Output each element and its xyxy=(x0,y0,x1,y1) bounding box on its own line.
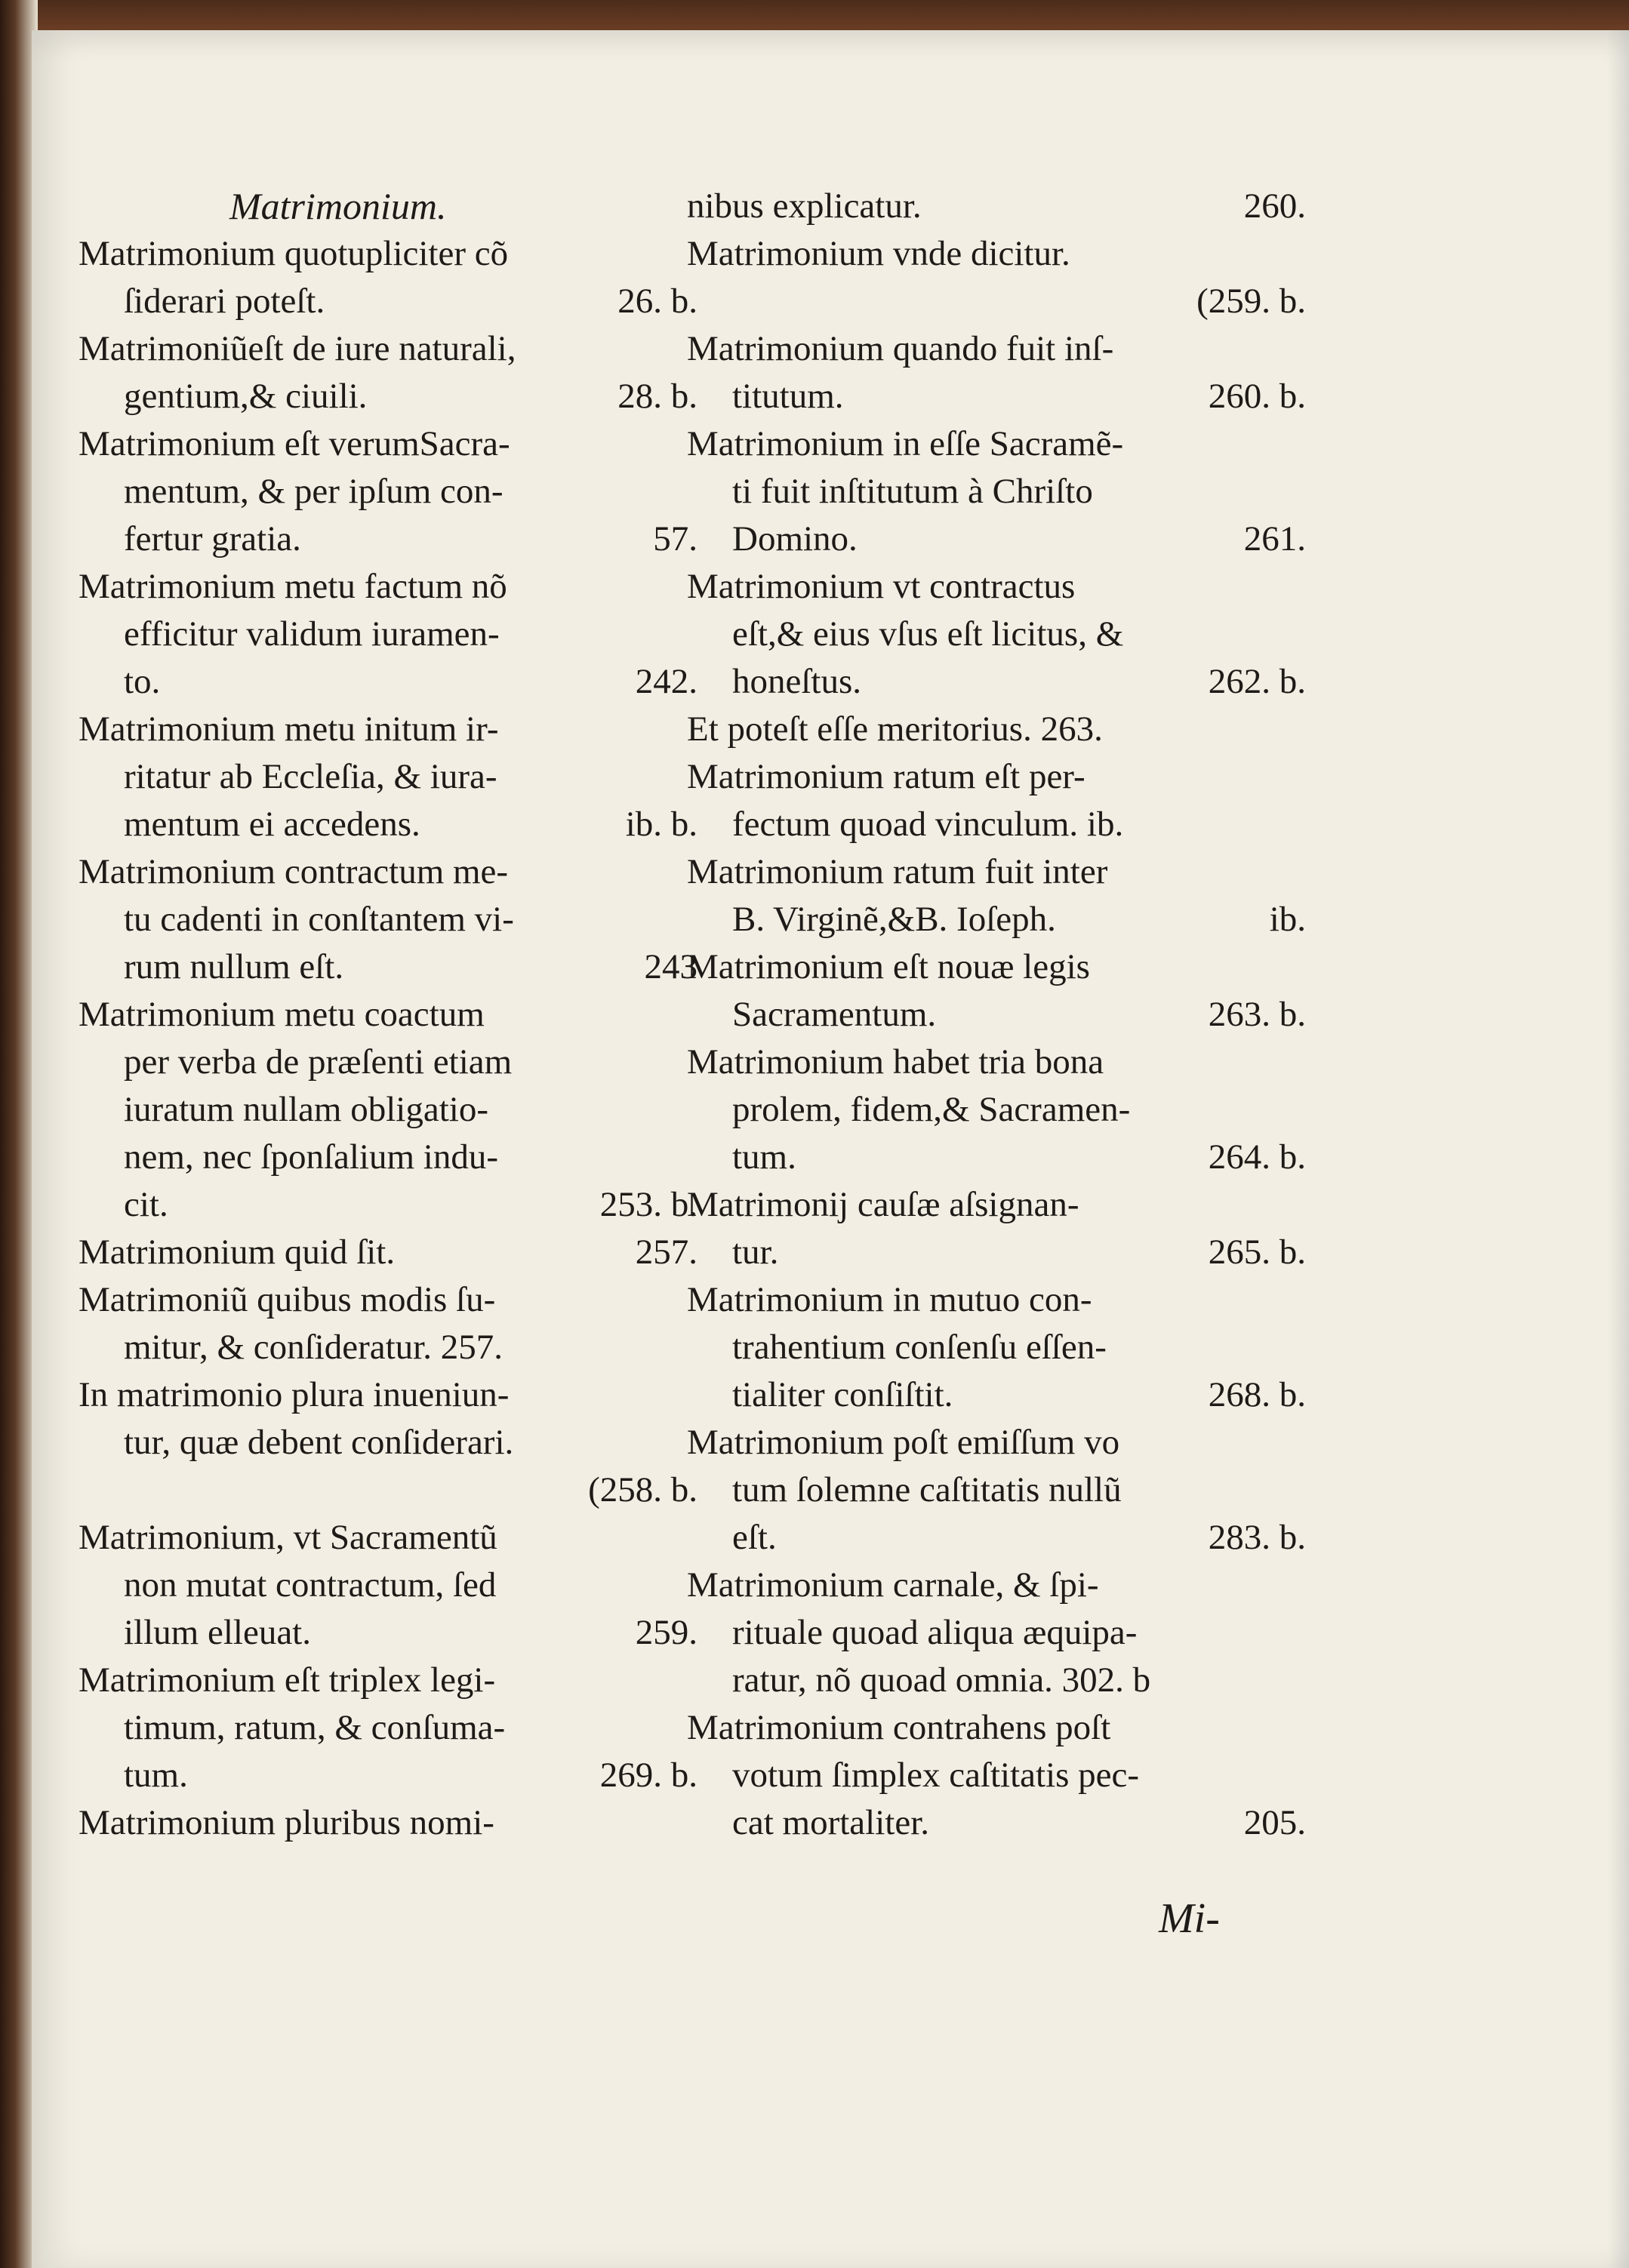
page-reference: 253. b. xyxy=(599,1185,697,1224)
entry-line xyxy=(687,183,1306,230)
entry-text: per verba de præſenti etiam xyxy=(124,1042,513,1082)
entry-line xyxy=(79,325,697,373)
index-entry xyxy=(79,420,697,563)
entry-text: nem, nec ſponſalium indu- xyxy=(124,1137,499,1177)
entry-line xyxy=(687,1799,1306,1847)
page-reference: 26. b. xyxy=(617,282,697,321)
entry-line xyxy=(687,1562,1306,1609)
entry-line xyxy=(79,563,697,611)
entry-text: tu cadenti in conſtantem vi- xyxy=(124,900,514,939)
entry-line xyxy=(79,801,697,848)
entry-text: Matrimonium, vt Sacramentũ xyxy=(79,1518,497,1557)
entry-line xyxy=(79,896,697,943)
entry-line xyxy=(687,515,1306,563)
entry-text: ritatur ab Eccleſia, & iura- xyxy=(124,757,497,796)
entry-text: Matrimonium habet tria bona xyxy=(687,1042,1104,1082)
right-entries xyxy=(687,183,1306,1847)
entry-text: Et poteſt eſſe meritorius. 263. xyxy=(687,709,1103,749)
entry-line xyxy=(687,943,1306,991)
index-entry xyxy=(687,1419,1306,1562)
entry-text: ratur, nõ quoad omnia. 302. b xyxy=(732,1660,1151,1700)
entry-line xyxy=(79,1752,697,1799)
entry-text: Domino. xyxy=(732,519,858,559)
entry-line xyxy=(687,1419,1306,1466)
entry-line xyxy=(687,1609,1306,1657)
catchword: Mi- xyxy=(1159,1895,1220,1942)
entry-text: gentium,& ciuili. xyxy=(124,377,368,416)
entry-line xyxy=(79,658,697,706)
entry-line xyxy=(79,848,697,896)
entry-text: tum ſolemne caſtitatis nullũ xyxy=(732,1470,1122,1509)
entry-line xyxy=(79,1229,697,1276)
entry-text: Matrimonium in eſſe Sacramẽ- xyxy=(687,424,1124,463)
entry-line xyxy=(687,373,1306,420)
index-entry xyxy=(687,848,1306,943)
index-entry xyxy=(79,991,697,1229)
entry-line xyxy=(79,230,697,278)
page-reference: 283. b. xyxy=(1208,1518,1306,1557)
entry-line xyxy=(79,373,697,420)
entry-text: Matrimonium metu factum nõ xyxy=(79,567,507,606)
index-entry xyxy=(687,1276,1306,1419)
entry-text: Matrimonium eſt verumSacra- xyxy=(79,424,510,463)
entry-text: Matrimonium vt contractus xyxy=(687,567,1076,606)
index-entry xyxy=(79,230,697,325)
entry-line xyxy=(687,1752,1306,1799)
index-entry xyxy=(687,943,1306,1039)
entry-line xyxy=(79,1276,697,1324)
entry-text: tur. xyxy=(732,1232,779,1272)
entry-line xyxy=(687,896,1306,943)
entry-text: iuratum nullam obligatio- xyxy=(124,1090,488,1129)
entry-text: Matrimoniũeſt de iure naturali, xyxy=(79,329,516,368)
entry-text: Matrimonium pluribus nomi- xyxy=(79,1803,494,1842)
entry-text: nibus explicatur. xyxy=(687,186,922,226)
entry-line xyxy=(79,278,697,325)
entry-line xyxy=(79,1039,697,1086)
entry-text: Matrimonium quotupliciter cõ xyxy=(79,234,509,273)
entry-line xyxy=(687,1086,1306,1134)
entry-line xyxy=(79,515,697,563)
entry-text: In matrimonio plura inueniun- xyxy=(79,1375,510,1414)
page-reference: 269. b. xyxy=(599,1756,697,1795)
page-reference: 262. b. xyxy=(1208,662,1306,701)
page-reference: 242. xyxy=(635,662,697,701)
index-entry xyxy=(687,753,1306,848)
entry-line xyxy=(79,1466,697,1514)
entry-line xyxy=(79,1562,697,1609)
page-reference: 259. xyxy=(635,1613,697,1652)
entry-text: tum. xyxy=(732,1137,796,1177)
index-entry xyxy=(79,1657,697,1799)
entry-line xyxy=(79,1609,697,1657)
index-entry xyxy=(687,230,1306,325)
entry-text: timum, ratum, & conſuma- xyxy=(124,1708,506,1747)
entry-text: non mutat contractum, ſed xyxy=(124,1565,497,1605)
entry-line xyxy=(79,753,697,801)
page-reference: 268. b. xyxy=(1208,1375,1306,1414)
entry-text: fertur gratia. xyxy=(124,519,301,559)
entry-text: eſt,& eius vſus eſt licitus, & xyxy=(732,614,1124,654)
entry-text: Matrimonium ratum eſt per- xyxy=(687,757,1085,796)
index-entry xyxy=(687,1039,1306,1181)
entry-line xyxy=(687,801,1306,848)
entry-text: votum ſimplex caſtitatis pec- xyxy=(732,1756,1140,1795)
entry-line xyxy=(687,1371,1306,1419)
right-column xyxy=(687,183,1306,1847)
entry-text: Matrimonium carnale, & ſpi- xyxy=(687,1565,1099,1605)
entry-text: Matrimoniũ quibus modis ſu- xyxy=(79,1280,496,1319)
entry-line xyxy=(79,1086,697,1134)
entry-line xyxy=(687,1134,1306,1181)
entry-text: Matrimonium poſt emiſſum vo xyxy=(687,1423,1120,1462)
entry-text: mentum ei accedens. xyxy=(124,805,420,844)
page-reference: ib. xyxy=(1269,900,1306,939)
entry-text: eſt. xyxy=(732,1518,777,1557)
index-entry xyxy=(687,706,1306,753)
entry-text: efficitur validum iuramen- xyxy=(124,614,500,654)
entry-text: rituale quoad aliqua æquipa- xyxy=(732,1613,1138,1652)
entry-line xyxy=(687,658,1306,706)
index-entry xyxy=(687,1181,1306,1276)
entry-text: Sacramentum. xyxy=(732,995,937,1034)
entry-text: tialiter conſiſtit. xyxy=(732,1375,953,1414)
page-reference: (259. b. xyxy=(1196,282,1306,321)
entry-line xyxy=(79,1371,697,1419)
index-entry xyxy=(79,563,697,706)
page-reference: 263. b. xyxy=(1208,995,1306,1034)
entry-text: Matrimonium metu initum ir- xyxy=(79,709,499,749)
entry-line xyxy=(687,848,1306,896)
entry-line xyxy=(687,991,1306,1039)
entry-text: Matrimonium eſt triplex legi- xyxy=(79,1660,496,1700)
entry-line xyxy=(79,1419,697,1466)
page-reference: ib. b. xyxy=(625,805,697,844)
running-head: Matrimonium. xyxy=(229,185,447,227)
entry-text: Matrimonij cauſæ aſsignan- xyxy=(687,1185,1079,1224)
left-entries xyxy=(79,230,697,1847)
entry-line xyxy=(687,1514,1306,1562)
entry-text: prolem, fidem,& Sacramen- xyxy=(732,1090,1131,1129)
index-entry xyxy=(79,1276,697,1371)
entry-text: mentum, & per ipſum con- xyxy=(124,472,503,511)
entry-text: Matrimonium in mutuo con- xyxy=(687,1280,1092,1319)
entry-line xyxy=(687,1466,1306,1514)
entry-line xyxy=(687,1276,1306,1324)
entry-line xyxy=(687,1229,1306,1276)
entry-line xyxy=(79,1704,697,1752)
index-entry xyxy=(79,325,697,420)
entry-line xyxy=(687,753,1306,801)
entry-text: mitur, & conſideratur. 257. xyxy=(124,1328,503,1367)
entry-text: cit. xyxy=(124,1185,168,1224)
entry-text: Matrimonium contractum me- xyxy=(79,852,509,891)
page-reference: (258. b. xyxy=(588,1470,697,1509)
page-reference: 257. xyxy=(635,1232,697,1272)
entry-text: ti fuit inſtitutum à Chriſto xyxy=(732,472,1093,511)
entry-line xyxy=(687,420,1306,468)
entry-line xyxy=(79,943,697,991)
entry-text: illum elleuat. xyxy=(124,1613,311,1652)
entry-text: tum. xyxy=(124,1756,188,1795)
page-reference: 243 xyxy=(644,947,697,986)
entry-line xyxy=(687,706,1306,753)
index-entry xyxy=(79,1229,697,1276)
entry-text: rum nullum eſt. xyxy=(124,947,344,986)
page-reference: 260. xyxy=(1243,186,1306,226)
index-entry xyxy=(79,1799,697,1847)
index-entry xyxy=(79,848,697,991)
entry-line xyxy=(79,706,697,753)
index-entry xyxy=(79,1371,697,1514)
entry-text: Matrimonium ratum fuit inter xyxy=(687,852,1108,891)
page-reference: 265. b. xyxy=(1208,1232,1306,1272)
index-entry xyxy=(79,1514,697,1657)
page-reference: 28. b. xyxy=(617,377,697,416)
index-entry xyxy=(687,1562,1306,1704)
entry-text: ſiderari poteſt. xyxy=(124,282,325,321)
index-entry xyxy=(687,1704,1306,1847)
entry-line xyxy=(687,1657,1306,1704)
entry-text: fectum quoad vinculum. ib. xyxy=(732,805,1124,844)
entry-text: Matrimonium contrahens poſt xyxy=(687,1708,1111,1747)
index-entry xyxy=(79,706,697,848)
entry-line xyxy=(687,230,1306,278)
entry-text: titutum. xyxy=(732,377,844,416)
left-column xyxy=(79,183,697,1847)
entry-text: B. Virginẽ,&B. Ioſeph. xyxy=(732,900,1056,939)
entry-line xyxy=(687,468,1306,515)
entry-line xyxy=(687,1181,1306,1229)
index-entry xyxy=(687,563,1306,706)
entry-text: Matrimonium quando fuit inſ- xyxy=(687,329,1114,368)
entry-line xyxy=(79,1799,697,1847)
entry-line xyxy=(79,1134,697,1181)
page-reference: 261. xyxy=(1243,519,1306,559)
entry-line xyxy=(687,1704,1306,1752)
index-entry xyxy=(687,183,1306,230)
page-reference: 205. xyxy=(1243,1803,1306,1842)
entry-text: Matrimonium vnde dicitur. xyxy=(687,234,1070,273)
page-edge-shadow xyxy=(1606,30,1629,2268)
entry-line xyxy=(687,1039,1306,1086)
page-reference: 57. xyxy=(653,519,697,559)
entry-text: tur, quæ debent conſiderari. xyxy=(124,1423,514,1462)
entry-line xyxy=(79,420,697,468)
entry-line xyxy=(687,611,1306,658)
entry-line xyxy=(687,325,1306,373)
entry-text: Matrimonium quid ſit. xyxy=(79,1232,396,1272)
entry-text: to. xyxy=(124,662,161,701)
entry-line xyxy=(687,278,1306,325)
entry-text: honeſtus. xyxy=(732,662,862,701)
index-entry xyxy=(687,325,1306,420)
entry-line xyxy=(79,611,697,658)
entry-line xyxy=(687,563,1306,611)
entry-line xyxy=(79,468,697,515)
entry-line xyxy=(79,991,697,1039)
entry-line xyxy=(79,1657,697,1704)
page-reference: 260. b. xyxy=(1208,377,1306,416)
page-reference: 264. b. xyxy=(1208,1137,1306,1177)
entry-line xyxy=(79,1181,697,1229)
entry-line xyxy=(79,1514,697,1562)
entry-text: cat mortaliter. xyxy=(732,1803,930,1842)
entry-text: trahentium conſenſu eſſen- xyxy=(732,1328,1107,1367)
entry-line xyxy=(79,1324,697,1371)
entry-text: Matrimonium eſt nouæ legis xyxy=(687,947,1090,986)
index-entry xyxy=(687,420,1306,563)
entry-line xyxy=(687,1324,1306,1371)
entry-text: Matrimonium metu coactum xyxy=(79,995,485,1034)
